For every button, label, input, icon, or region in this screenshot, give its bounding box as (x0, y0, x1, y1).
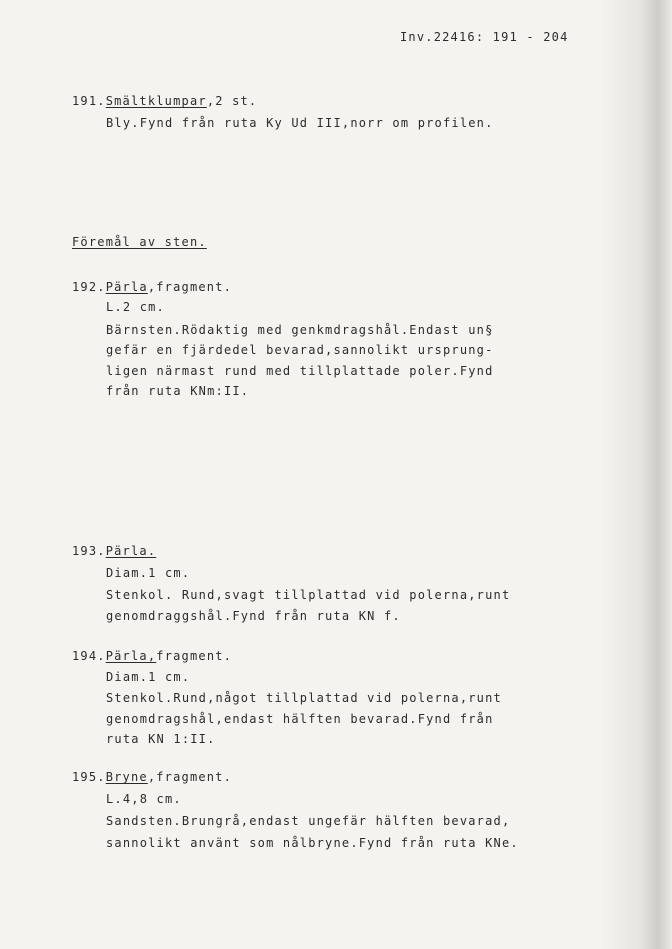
entry-192-line: L.2 cm. (106, 300, 165, 314)
entry-rest: ,fragment. (147, 280, 233, 294)
section-title: Föremål av sten. (72, 235, 207, 249)
entry-192-line: gefär en fjärdedel bevarad,sannolikt ursprung- (106, 343, 494, 357)
entry-194-line: ruta KN 1:II. (106, 732, 216, 746)
entry-name: Pärla, (105, 649, 157, 663)
entry-194-line: Diam.1 cm. (106, 670, 191, 684)
entry-number: 195. (72, 770, 106, 784)
entry-name: Bryne (105, 770, 148, 784)
entry-rest: ,2 st. (206, 94, 258, 108)
entry-rest: ,fragment. (147, 770, 233, 784)
entry-193-heading (72, 544, 156, 558)
entry-name: Smältklumpar (105, 94, 207, 108)
entry-number: 191. (72, 94, 106, 108)
entry-194-line: genomdragshål,endast hälften bevarad.Fynd från (106, 712, 494, 726)
inventory-reference: Inv.22416: 191 - 204 (400, 30, 569, 44)
entry-number: 194. (72, 649, 106, 663)
entry-rest: fragment. (156, 649, 233, 663)
entry-193-line: genomdraggshål.Fynd från ruta KN f. (106, 609, 401, 623)
entry-191-heading (72, 94, 257, 108)
entry-192-heading (72, 280, 232, 294)
entry-195-line: L.4,8 cm. (106, 792, 182, 806)
entry-195-heading (72, 770, 232, 784)
entry-192-line: Bärnsten.Rödaktig med genkmdragshål.Endast un§ (106, 323, 494, 337)
entry-number: 193. (72, 544, 106, 558)
page-edge-shadow (602, 0, 672, 949)
entry-192-line: ligen närmast rund med tillplattade poler.Fynd (106, 364, 494, 378)
entry-193-line: Stenkol. Rund,svagt tillplattad vid polerna,runt (106, 588, 511, 602)
entry-195-line: sannolikt använt som nålbryne.Fynd från ruta KNe. (106, 836, 519, 850)
entry-195-line: Sandsten.Brungrå,endast ungefär hälften bevarad, (106, 814, 511, 828)
entry-194-heading (72, 649, 232, 663)
entry-name: Pärla. (105, 544, 157, 558)
entry-number: 192. (72, 280, 106, 294)
entry-193-line: Diam.1 cm. (106, 566, 191, 580)
entry-name: Pärla (105, 280, 148, 294)
entry-192-line: från ruta KNm:II. (106, 384, 250, 398)
entry-191-line: Bly.Fynd från ruta Ky Ud III,norr om profilen. (106, 116, 494, 130)
entry-194-line: Stenkol.Rund,något tillplattad vid polerna,runt (106, 691, 502, 705)
